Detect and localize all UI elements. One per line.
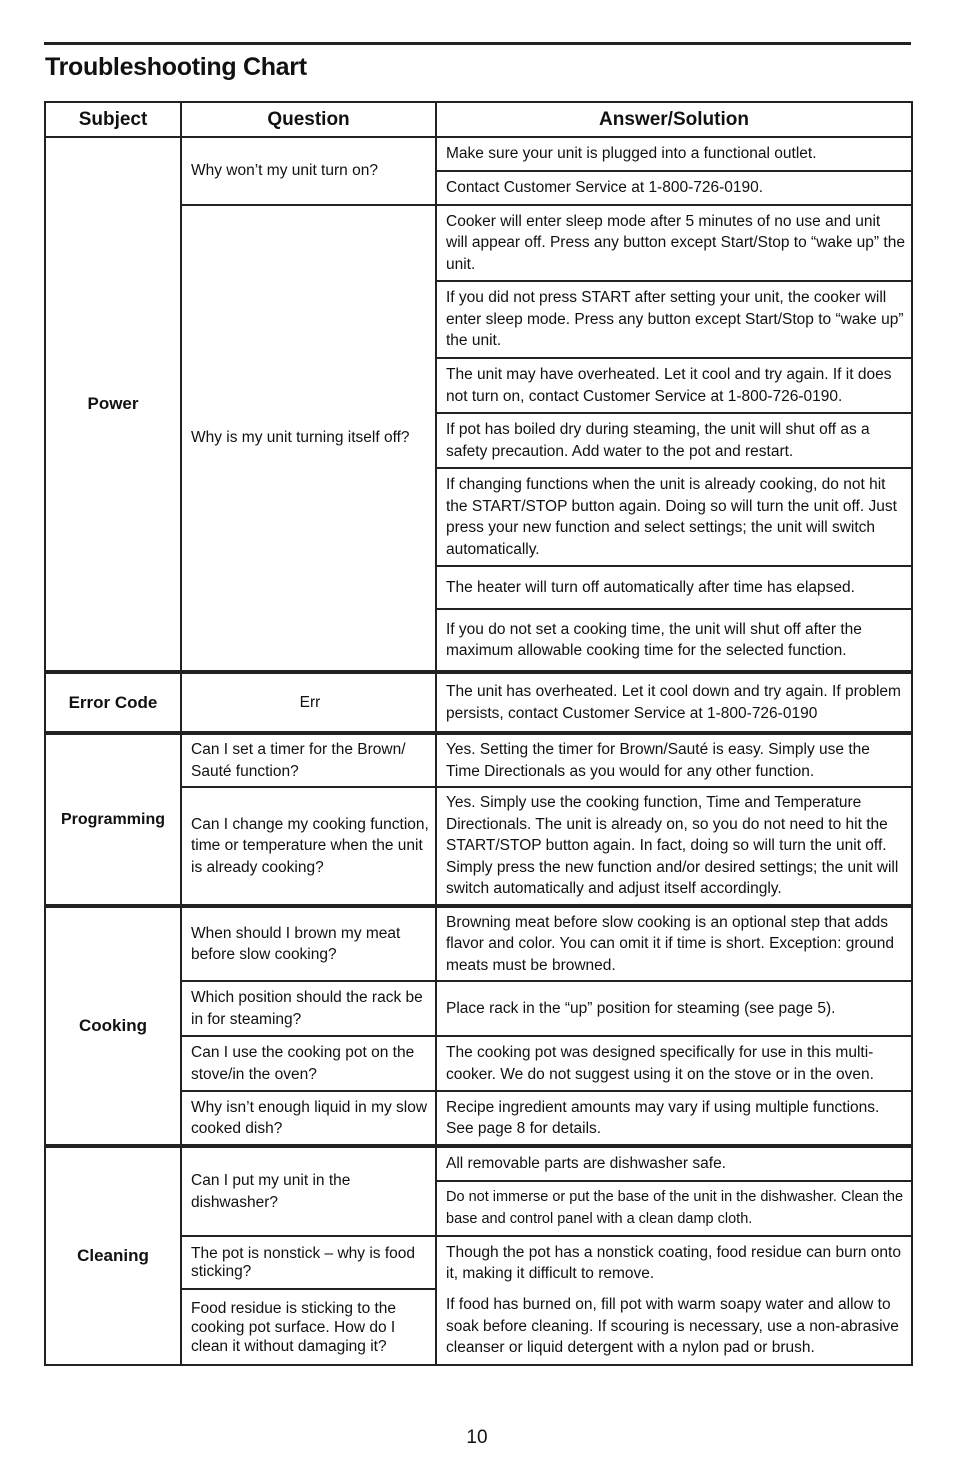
header-question: Question [181, 102, 436, 137]
question-cell: The pot is nonstick – why is food sticking? [181, 1236, 436, 1289]
programming-group [45, 733, 912, 906]
header-answer: Answer/Solution [436, 102, 912, 137]
question-cell: Err [181, 672, 436, 733]
subject-power: Power [45, 137, 181, 672]
page-number: 10 [466, 1427, 488, 1448]
troubleshooting-table [44, 101, 913, 1366]
answer-cell: The unit has overheated. Let it cool down and try again. If problem persists, contact Customer Service at 1-800-726-0190 [436, 672, 912, 733]
answer-cell: If you do not set a cooking time, the unit will shut off after the maximum allowable cooking time for the selected function. [436, 609, 912, 672]
answer-cell: The unit may have overheated. Let it cool and try again. If it does not turn on, contact Customer Service at 1-800-726-0190. [436, 358, 912, 413]
subject-error-code: Error Code [45, 672, 181, 733]
answer-cell: Browning meat before slow cooking is an optional step that adds flavor and color. You can omit it if time is short. Exception: ground meats must be browned. [436, 906, 912, 981]
question-cell: Why isn’t enough liquid in my slow cooked dish? [181, 1091, 436, 1146]
answer-cell: Yes. Simply use the cooking function, Time and Temperature Directionals. The unit is already on, so you do not need to hit the START/STOP button again. In fact, doing so will turn the unit off. Simply press the new function and/or desired settings; the unit will switch automatically and adjust itself accordingly. [436, 787, 912, 906]
answer-cell: Recipe ingredient amounts may vary if using multiple functions. See page 8 for details. [436, 1091, 912, 1146]
power-group [45, 137, 912, 672]
answer-cell: If pot has boiled dry during steaming, the unit will shut off as a safety precaution. Add water to the pot and restart. [436, 413, 912, 468]
cleaning-group [45, 1146, 912, 1365]
table-row [45, 733, 912, 787]
answer-cell: Contact Customer Service at 1-800-726-0190. [436, 171, 912, 205]
answer-cell: If changing functions when the unit is already cooking, do not hit the START/STOP button again. Doing so will turn the unit off. Just press your new function and select settings; the unit will switch automatically. [436, 468, 912, 566]
question-cell: Which position should the rack be in for steaming? [181, 981, 436, 1036]
table-row [45, 137, 912, 171]
subject-cooking: Cooking [45, 906, 181, 1146]
cooking-group [45, 906, 912, 1146]
answer-cell: Yes. Setting the timer for Brown/Sauté is easy. Simply use the Time Directionals as you would for any other function. [436, 733, 912, 787]
answer-cell: The cooking pot was designed specifically for use in this multi-cooker. We do not suggest using it on the stove or in the oven. [436, 1036, 912, 1091]
subject-cleaning: Cleaning [45, 1146, 181, 1365]
question-cell: Why won’t my unit turn on? [181, 137, 436, 205]
table-row [45, 906, 912, 981]
question-cell: Food residue is sticking to the cooking pot surface. How do I clean it without damaging it? [181, 1289, 436, 1365]
answer-cell: Make sure your unit is plugged into a functional outlet. [436, 137, 912, 171]
question-cell: Can I put my unit in the dishwasher? [181, 1146, 436, 1236]
header-subject: Subject [45, 102, 181, 137]
subject-programming: Programming [45, 733, 181, 906]
answer-cell: Do not immerse or put the base of the unit in the dishwasher. Clean the base and control panel with a clean damp cloth. [436, 1181, 912, 1236]
question-cell: When should I brown my meat before slow cooking? [181, 906, 436, 981]
page-title: Troubleshooting Chart [45, 53, 307, 81]
answer-cell: Place rack in the “up” position for steaming (see page 5). [436, 981, 912, 1036]
answer-cell: Though the pot has a nonstick coating, food residue can burn onto it, making it difficult to remove. [436, 1236, 912, 1289]
answer-cell: If you did not press START after setting your unit, the cooker will enter sleep mode. Press any button except Start/Stop to “wake up” the unit. [436, 281, 912, 358]
table-row [45, 672, 912, 733]
question-cell: Can I use the cooking pot on the stove/in the oven? [181, 1036, 436, 1091]
top-rule [44, 42, 911, 45]
question-cell: Can I change my cooking function, time or temperature when the unit is already cooking? [181, 787, 436, 906]
answer-cell: All removable parts are dishwasher safe. [436, 1146, 912, 1181]
question-cell: Can I set a timer for the Brown/ Sauté function? [181, 733, 436, 787]
header-row [45, 102, 912, 137]
answer-cell: If food has burned on, fill pot with warm soapy water and allow to soak before cleaning. If scouring is necessary, use a non-abrasive cleanser or liquid detergent with a nylon pad or brush. [436, 1289, 912, 1365]
table-row [45, 1146, 912, 1181]
answer-cell: Cooker will enter sleep mode after 5 minutes of no use and unit will appear off. Press any button except Start/Stop to “wake up” the unit. [436, 205, 912, 281]
answer-cell: The heater will turn off automatically after time has elapsed. [436, 566, 912, 609]
error-code-group [45, 672, 912, 733]
question-cell: Why is my unit turning itself off? [181, 205, 436, 672]
